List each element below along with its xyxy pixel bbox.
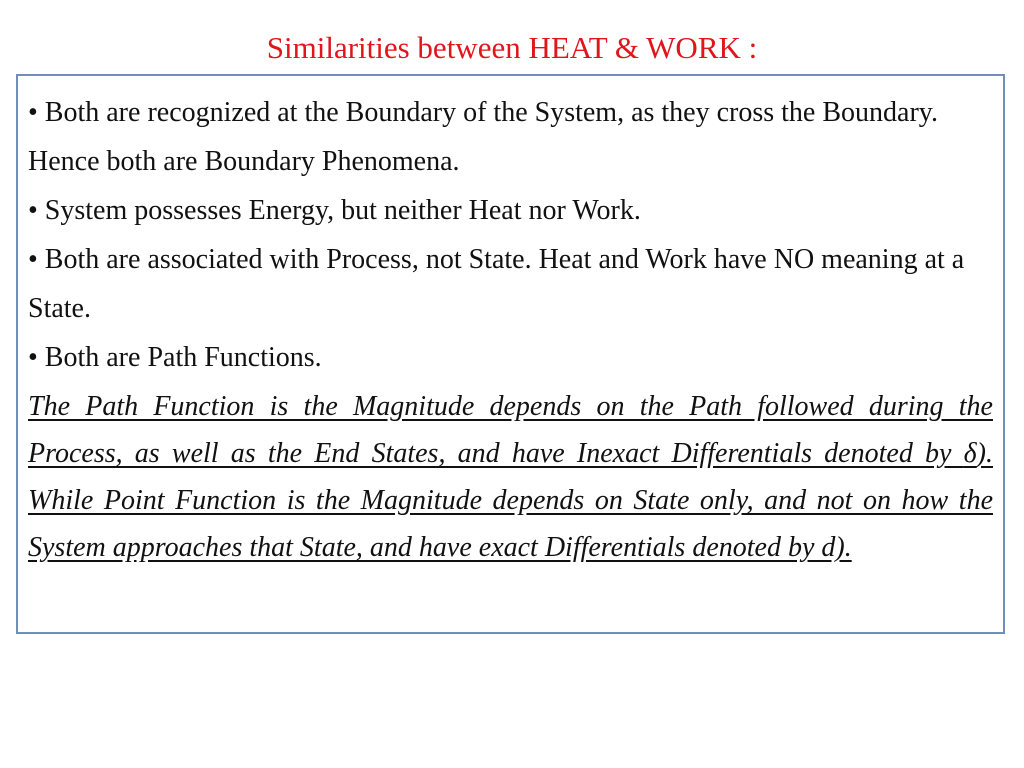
slide-title: Similarities between HEAT & WORK : — [266, 30, 758, 65]
path-function-definition — [28, 383, 993, 571]
delta-symbol: δ — [963, 438, 977, 469]
bullet-path-functions: • Both are Path Functions. — [28, 342, 322, 373]
bullet-process-not-state: • Both are associated with Process, not State. Heat and Work have NO meaning at a State. — [28, 244, 965, 324]
content-box — [16, 74, 1005, 634]
bullet-boundary-phenomena: • Both are recognized at the Boundary of the System, as they cross the Boundary. Hence both are Boundary Phenomena. — [28, 97, 938, 177]
definition-text-part-1: The Path Function is the Magnitude depends on the Path followed during the Process, as well as the End States, and have Inexact Differentials denoted by — [28, 391, 993, 469]
definition-text-part-2: ). While Point Function is the Magnitude depends on State only, and not on how the System approaches that State, and have exact Differentials denoted by d). — [28, 438, 993, 563]
bullet-system-energy: • System possesses Energy, but neither Heat nor Work. — [28, 195, 641, 226]
